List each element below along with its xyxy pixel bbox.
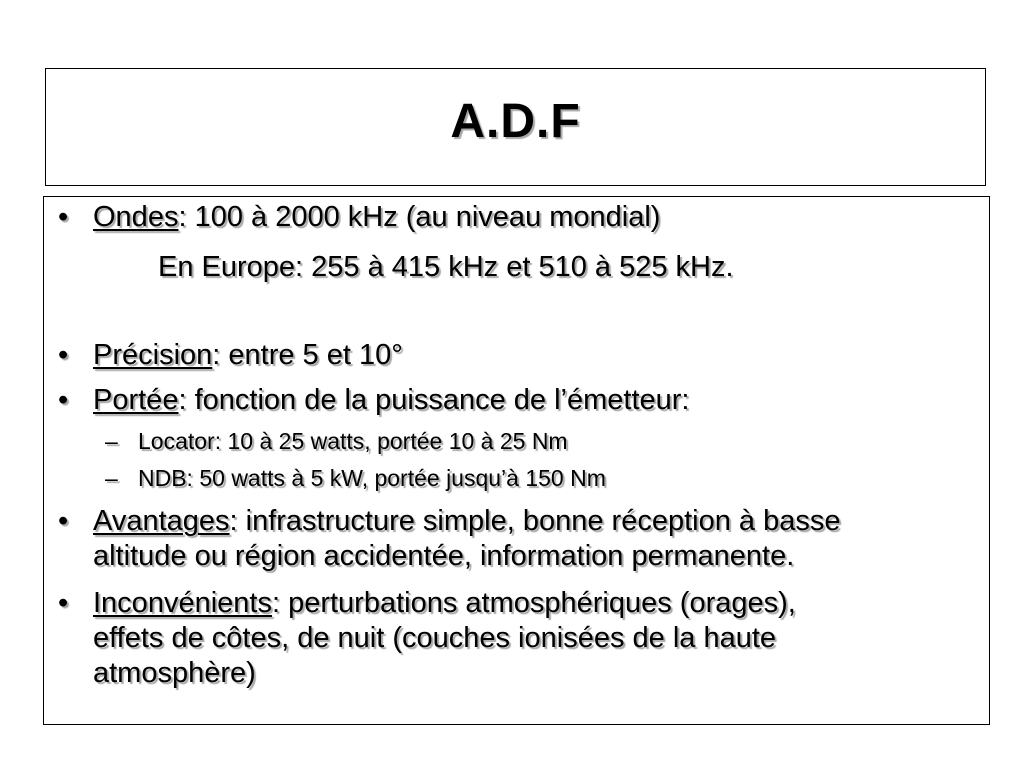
- title-box: [45, 68, 986, 186]
- bullet-label-portee: Portée: [93, 384, 179, 416]
- content-box: [43, 196, 990, 725]
- bullet-marker: •: [58, 384, 69, 416]
- bullet-text-precision: : entre 5 et 10°: [212, 339, 403, 371]
- slide-title: A.D.F: [450, 94, 581, 148]
- ondes-continuation: En Europe: 255 à 415 kHz et 510 à 525 kHz.: [158, 251, 734, 283]
- bullet-text-portee: : fonction de la puissance de l’émetteur:: [178, 384, 690, 416]
- inconvenients-line2: effets de côtes, de nuit (couches ionisées de la haute: [93, 622, 777, 654]
- inconvenients-line3: atmosphère): [93, 657, 256, 689]
- dash-marker: –: [105, 428, 118, 454]
- bullet-marker: •: [58, 339, 69, 371]
- sub-item-text: Locator: 10 à 25 watts, portée 10 à 25 Nm: [138, 428, 568, 454]
- sub-item-text: NDB: 50 watts à 5 kW, portée jusqu’à 150 Nm: [138, 465, 606, 491]
- bullet-label-avantages: Avantages: [93, 505, 230, 537]
- bullet-label-precision: Précision: [93, 339, 213, 371]
- bullet-marker: •: [58, 201, 69, 233]
- dash-marker: –: [105, 465, 118, 491]
- bullet-label-ondes: Ondes: [93, 201, 179, 233]
- bullet-label-inconvenients: Inconvénients: [93, 587, 272, 619]
- bullet-text-avantages: : infrastructure simple, bonne réception à basse: [229, 505, 841, 537]
- avantages-line2: altitude ou région accidentée, information permanente.: [93, 540, 795, 572]
- bullet-marker: •: [58, 505, 69, 537]
- bullet-text-ondes: : 100 à 2000 kHz (au niveau mondial): [178, 201, 661, 233]
- bullet-marker: •: [58, 587, 69, 619]
- bullet-text-inconvenients: : perturbations atmosphériques (orages),: [271, 587, 796, 619]
